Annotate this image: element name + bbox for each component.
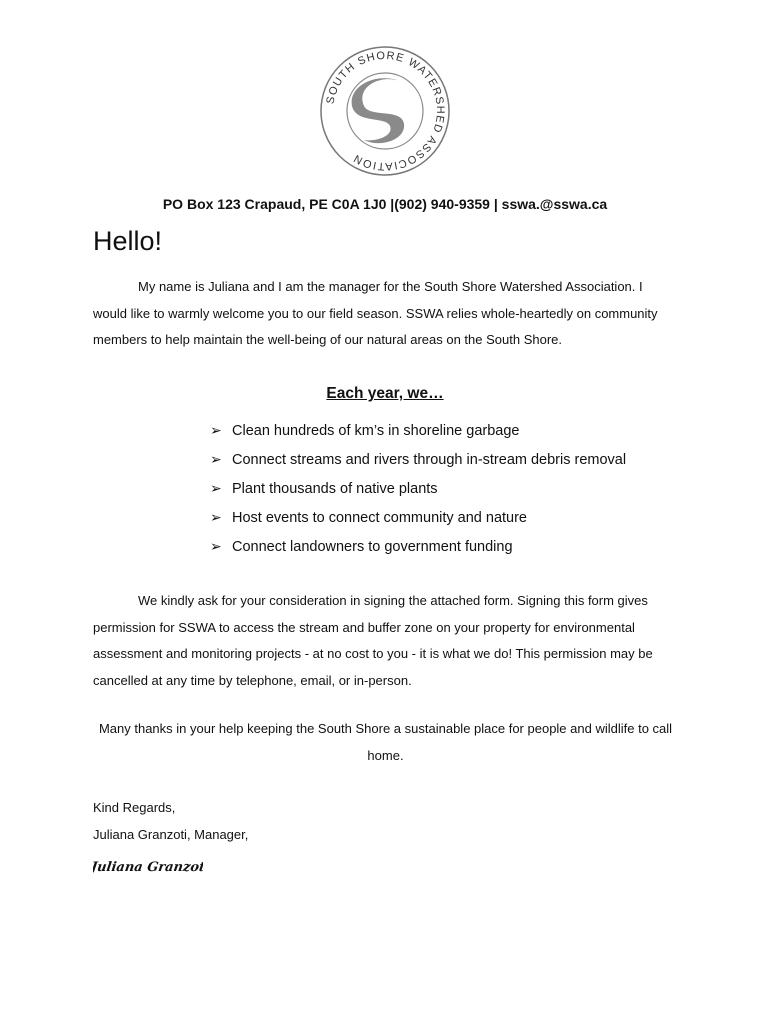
thanks-paragraph: Many thanks in your help keeping the South Shore a sustainable place for people and wildlife to call home. — [98, 721, 673, 763]
list-item — [210, 445, 626, 474]
request-paragraph — [93, 588, 683, 695]
arrow-bullet-icon: ➢ — [210, 451, 222, 468]
list-item-text: Clean hundreds of km’s in shoreline garbage — [232, 422, 520, 439]
svg-text:Juliana Granzoti: Juliana Granzoti — [93, 860, 203, 875]
arrow-bullet-icon: ➢ — [210, 480, 222, 497]
list-item-text: Plant thousands of native plants — [232, 480, 438, 497]
sswa-logo — [318, 44, 452, 178]
list-item — [210, 532, 626, 561]
letterhead-contact: PO Box 123 Crapaud, PE C0A 1J0 |(902) 940-9359 | sswa.@sswa.ca — [162, 196, 608, 212]
list-item — [210, 474, 626, 503]
signoff-line: Juliana Granzoti, Manager, — [93, 827, 249, 842]
list-item-text: Connect streams and rivers through in-stream debris removal — [232, 451, 627, 468]
intro-paragraph — [93, 274, 673, 354]
activities-list — [210, 416, 626, 561]
list-item-text: Host events to connect community and nature — [232, 509, 527, 526]
list-item-text: Connect landowners to government funding — [232, 538, 513, 555]
sswa-logo-graphic — [318, 44, 452, 178]
intro-text: My name is Juliana and I am the manager for the South Shore Watershed Association. I would like to warmly welcome you to our field season. SSWA relies whole-heartedly on community members to help maintain the well-being of our natural areas on the South Shore. — [93, 279, 658, 348]
list-item — [210, 416, 626, 445]
logo-ring-text: SOUTH SHORE WATERSHED ASSOCIATION — [324, 49, 447, 173]
handwritten-signature — [93, 853, 203, 879]
greeting-heading: Hello! — [93, 226, 163, 256]
section-heading: Each year, we… — [326, 385, 444, 402]
closing-line: Kind Regards, — [93, 800, 176, 815]
signature-graphic — [93, 853, 203, 879]
list-item — [210, 503, 626, 532]
arrow-bullet-icon: ➢ — [210, 538, 222, 555]
arrow-bullet-icon: ➢ — [210, 509, 222, 526]
request-text: We kindly ask for your consideration in signing the attached form. Signing this form gives permission for SSWA to access the stream and buffer zone on your property for environmental assessment and monitoring projects - at no cost to you - it is what we do! This permission may be cancelled at any time by telephone, email, or in-person. — [93, 593, 653, 689]
svg-text:SOUTH SHORE WATERSHED ASSOCIAT — [324, 50, 446, 172]
arrow-bullet-icon: ➢ — [210, 422, 222, 439]
s-swoosh-mark — [352, 78, 404, 143]
